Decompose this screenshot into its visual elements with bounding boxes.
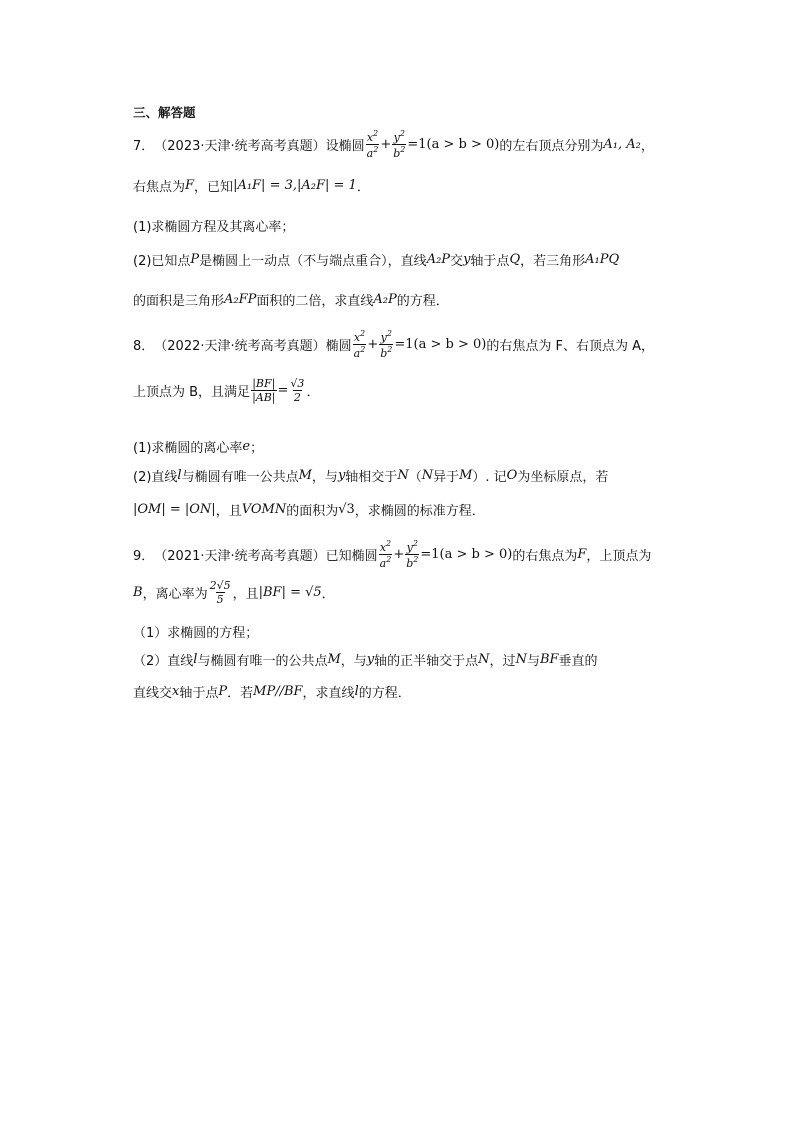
q9-text: ，且: [232, 587, 259, 602]
q9-text: 垂直的: [558, 654, 598, 669]
q8-text: （: [408, 470, 422, 485]
q8-number: 8．: [133, 339, 155, 354]
q7-line-1: 7． （2023·天津·统考高考真题） 设椭圆 $\frac{x^2}{a^2}$ + $\frac{y^2}{b^2}$ =1(a > b > 0) 的左右顶点分别为 A₁, A₂ ，: [133, 129, 654, 160]
q7-text: 的方程．: [396, 294, 449, 309]
q9-math: l: [354, 684, 359, 699]
q8-source: （2022·天津·统考高考真题）: [154, 339, 326, 354]
q7-math: A₂P: [373, 292, 397, 307]
q8-text: 上顶点为 B，且满足: [133, 385, 251, 400]
q8-part-1: [133, 437, 263, 456]
q9-frac-y: $\frac{y^2}{b^2}$: [406, 539, 419, 570]
q8-math: M: [459, 468, 473, 483]
q8-ratio-num: |BF|: [252, 377, 276, 390]
q9-text: 的方程．: [358, 686, 411, 701]
q9-text: ．: [321, 587, 335, 602]
q7-text: ．: [356, 180, 370, 195]
q9-text: 轴于点: [179, 686, 219, 701]
q8-text: 为坐标原点，若: [517, 470, 609, 485]
q7-math: A₂FP: [224, 292, 257, 307]
q9-ecc-num: 2√5: [209, 579, 231, 592]
q7-text: 的左右顶点分别为: [499, 139, 604, 154]
q9-text: ，与: [340, 654, 367, 669]
q8-rhs-den: 2: [293, 391, 301, 404]
q8-frac-x: $\frac{x^2}{a^2}$: [353, 329, 366, 360]
q9-text: 已知椭圆: [325, 549, 378, 564]
q8-ratio: [251, 378, 276, 403]
q7-part-2: [133, 250, 619, 269]
q7-number: 7．: [133, 139, 155, 154]
q7-text: 是椭圆上一动点（不与端点重合），直线: [199, 254, 427, 269]
q9-part-2-cont: [133, 682, 411, 701]
q8-text: 的面积为: [286, 504, 339, 519]
q7-math: F: [185, 178, 195, 193]
q9-math: N: [515, 652, 527, 667]
q7-text: 的面积是三角形: [133, 294, 225, 309]
q8-math: N: [397, 468, 409, 483]
q9-line-1: 9． （2021·天津·统考高考真题） 已知椭圆 $\frac{x^2}{a^2}$ + $\frac{y^2}{b^2}$ =1(a > b > 0) 的右焦点为 F ，上顶点为: [133, 539, 652, 570]
q8-text: ；: [250, 441, 264, 456]
q8-sqrt: √3: [338, 502, 355, 517]
q8-abs-cond: |OM| = |ON|: [133, 502, 216, 517]
q8-math: e: [242, 439, 251, 454]
q8-text: ．: [306, 385, 320, 400]
q8-text: 轴相交于: [345, 470, 398, 485]
q7-math: A₂P: [426, 252, 451, 267]
q9-math: N: [478, 652, 490, 667]
q8-line-2: [133, 378, 319, 403]
q9-source: （2021·天津·统考高考真题）: [154, 549, 326, 564]
q8-rhs: [289, 378, 305, 403]
q9-math: y: [366, 652, 375, 667]
q9-math: x: [172, 684, 180, 699]
q7-text: 面积的二倍，求直线: [256, 294, 374, 309]
q8-text: (2)直线: [133, 470, 178, 485]
q8-math: y: [337, 468, 346, 483]
q8-math: N: [421, 468, 434, 483]
q7-condition-1: |A₁F| = 3,: [233, 178, 298, 193]
q8-ratio-den: |AB|: [252, 391, 276, 404]
q8-text: (1)求椭圆的离心率: [133, 441, 243, 456]
q8-text: ，求椭圆的标准方程．: [354, 504, 485, 519]
q7-text: ，已知: [194, 180, 234, 195]
q9-math: B: [133, 585, 143, 600]
q8-text: ，与: [311, 470, 338, 485]
q9-ecc-den: 5: [216, 593, 224, 606]
q9-part-1: （1）求椭圆的方程；: [133, 626, 259, 641]
q8-line-1: 8． （2022·天津·统考高考真题） 椭圆 $\frac{x^2}{a^2}$ + $\frac{y^2}{b^2}$ =1(a > b > 0) 的右焦点为 F、右顶点为 A，: [133, 329, 654, 360]
q8-text: 椭圆: [325, 339, 352, 354]
q8-frac-y: $\frac{y^2}{b^2}$: [380, 329, 393, 360]
q9-text: ．若: [227, 686, 254, 701]
q9-math: P: [218, 684, 228, 699]
q9-eccentricity: [209, 580, 232, 605]
q8-part-2: [133, 466, 608, 485]
q8-text: 异于: [433, 470, 460, 485]
q7-math: P: [190, 252, 200, 267]
q7-frac-x: $\frac{x^2}{a^2}$: [366, 129, 379, 160]
q9-math: M: [327, 652, 341, 667]
q9-text: 轴的正半轴交于点: [374, 654, 479, 669]
q7-text: 轴于点: [470, 254, 510, 269]
q7-source: （2023·天津·统考高考真题）: [154, 139, 326, 154]
q7-equation: =1(a > b > 0): [407, 137, 500, 152]
q9-text: ，上顶点为: [586, 549, 652, 564]
q9-text: ，求直线: [302, 686, 355, 701]
q7-condition-2: |A₂F| = 1: [297, 178, 357, 193]
q8-text: 的右焦点为 F、右顶点为 A，: [486, 339, 654, 354]
q7-math: y: [463, 252, 471, 267]
q8-text: 与椭圆有唯一公共点: [181, 470, 299, 485]
q9-line-2: [133, 580, 335, 605]
q9-text: ，离心率为: [142, 587, 208, 602]
q7-text: 右焦点为: [133, 180, 186, 195]
q7-part-2-cont: [133, 290, 449, 309]
q8-math: M: [298, 468, 312, 483]
q9-math: F: [577, 547, 587, 562]
q9-math: BF: [539, 652, 559, 667]
q7-text: ，: [640, 139, 654, 154]
q7-frac-y: $\frac{y^2}{b^2}$: [393, 129, 406, 160]
q8-math: O: [506, 468, 518, 483]
q8-triangle: VOMN: [241, 502, 287, 517]
q7-math: Q: [509, 252, 521, 267]
q9-text: ，过: [489, 654, 516, 669]
q7-text: 设椭圆: [325, 139, 365, 154]
q7-line-2: [133, 176, 370, 195]
q8-rhs-num: √3: [290, 377, 305, 390]
q7-text: (2)已知点: [133, 254, 191, 269]
q9-text: 直线交: [133, 686, 173, 701]
q9-text: （2）直线: [133, 654, 194, 669]
q9-equation: =1(a > b > 0): [420, 547, 513, 562]
q8-equation: =1(a > b > 0): [394, 337, 487, 352]
q9-math: MP//BF: [253, 684, 303, 699]
q9-number: 9．: [133, 549, 155, 564]
q9-text: 与: [526, 654, 540, 669]
q9-part-2: [133, 650, 598, 669]
q9-condition: |BF| = √5: [258, 585, 322, 600]
q8-text: ，且: [215, 504, 242, 519]
q9-text: 的右焦点为: [512, 549, 578, 564]
q7-text: 交: [450, 254, 464, 269]
section-title: 三、解答题: [133, 105, 196, 120]
q7-part-1: (1)求椭圆方程及其离心率；: [133, 220, 295, 235]
q7-math: A₁PQ: [585, 252, 620, 267]
q9-frac-x: $\frac{x^2}{a^2}$: [379, 539, 392, 570]
q7-text: ，若三角形: [520, 254, 586, 269]
q9-math: l: [193, 652, 198, 667]
q7-vertices: A₁, A₂: [603, 137, 641, 152]
q9-text: 与椭圆有唯一的公共点: [197, 654, 328, 669]
q8-part-2-cont: [133, 500, 485, 519]
q8-equals: =: [277, 383, 289, 398]
q8-math: l: [177, 468, 182, 483]
q8-text: ）. 记: [472, 470, 507, 485]
